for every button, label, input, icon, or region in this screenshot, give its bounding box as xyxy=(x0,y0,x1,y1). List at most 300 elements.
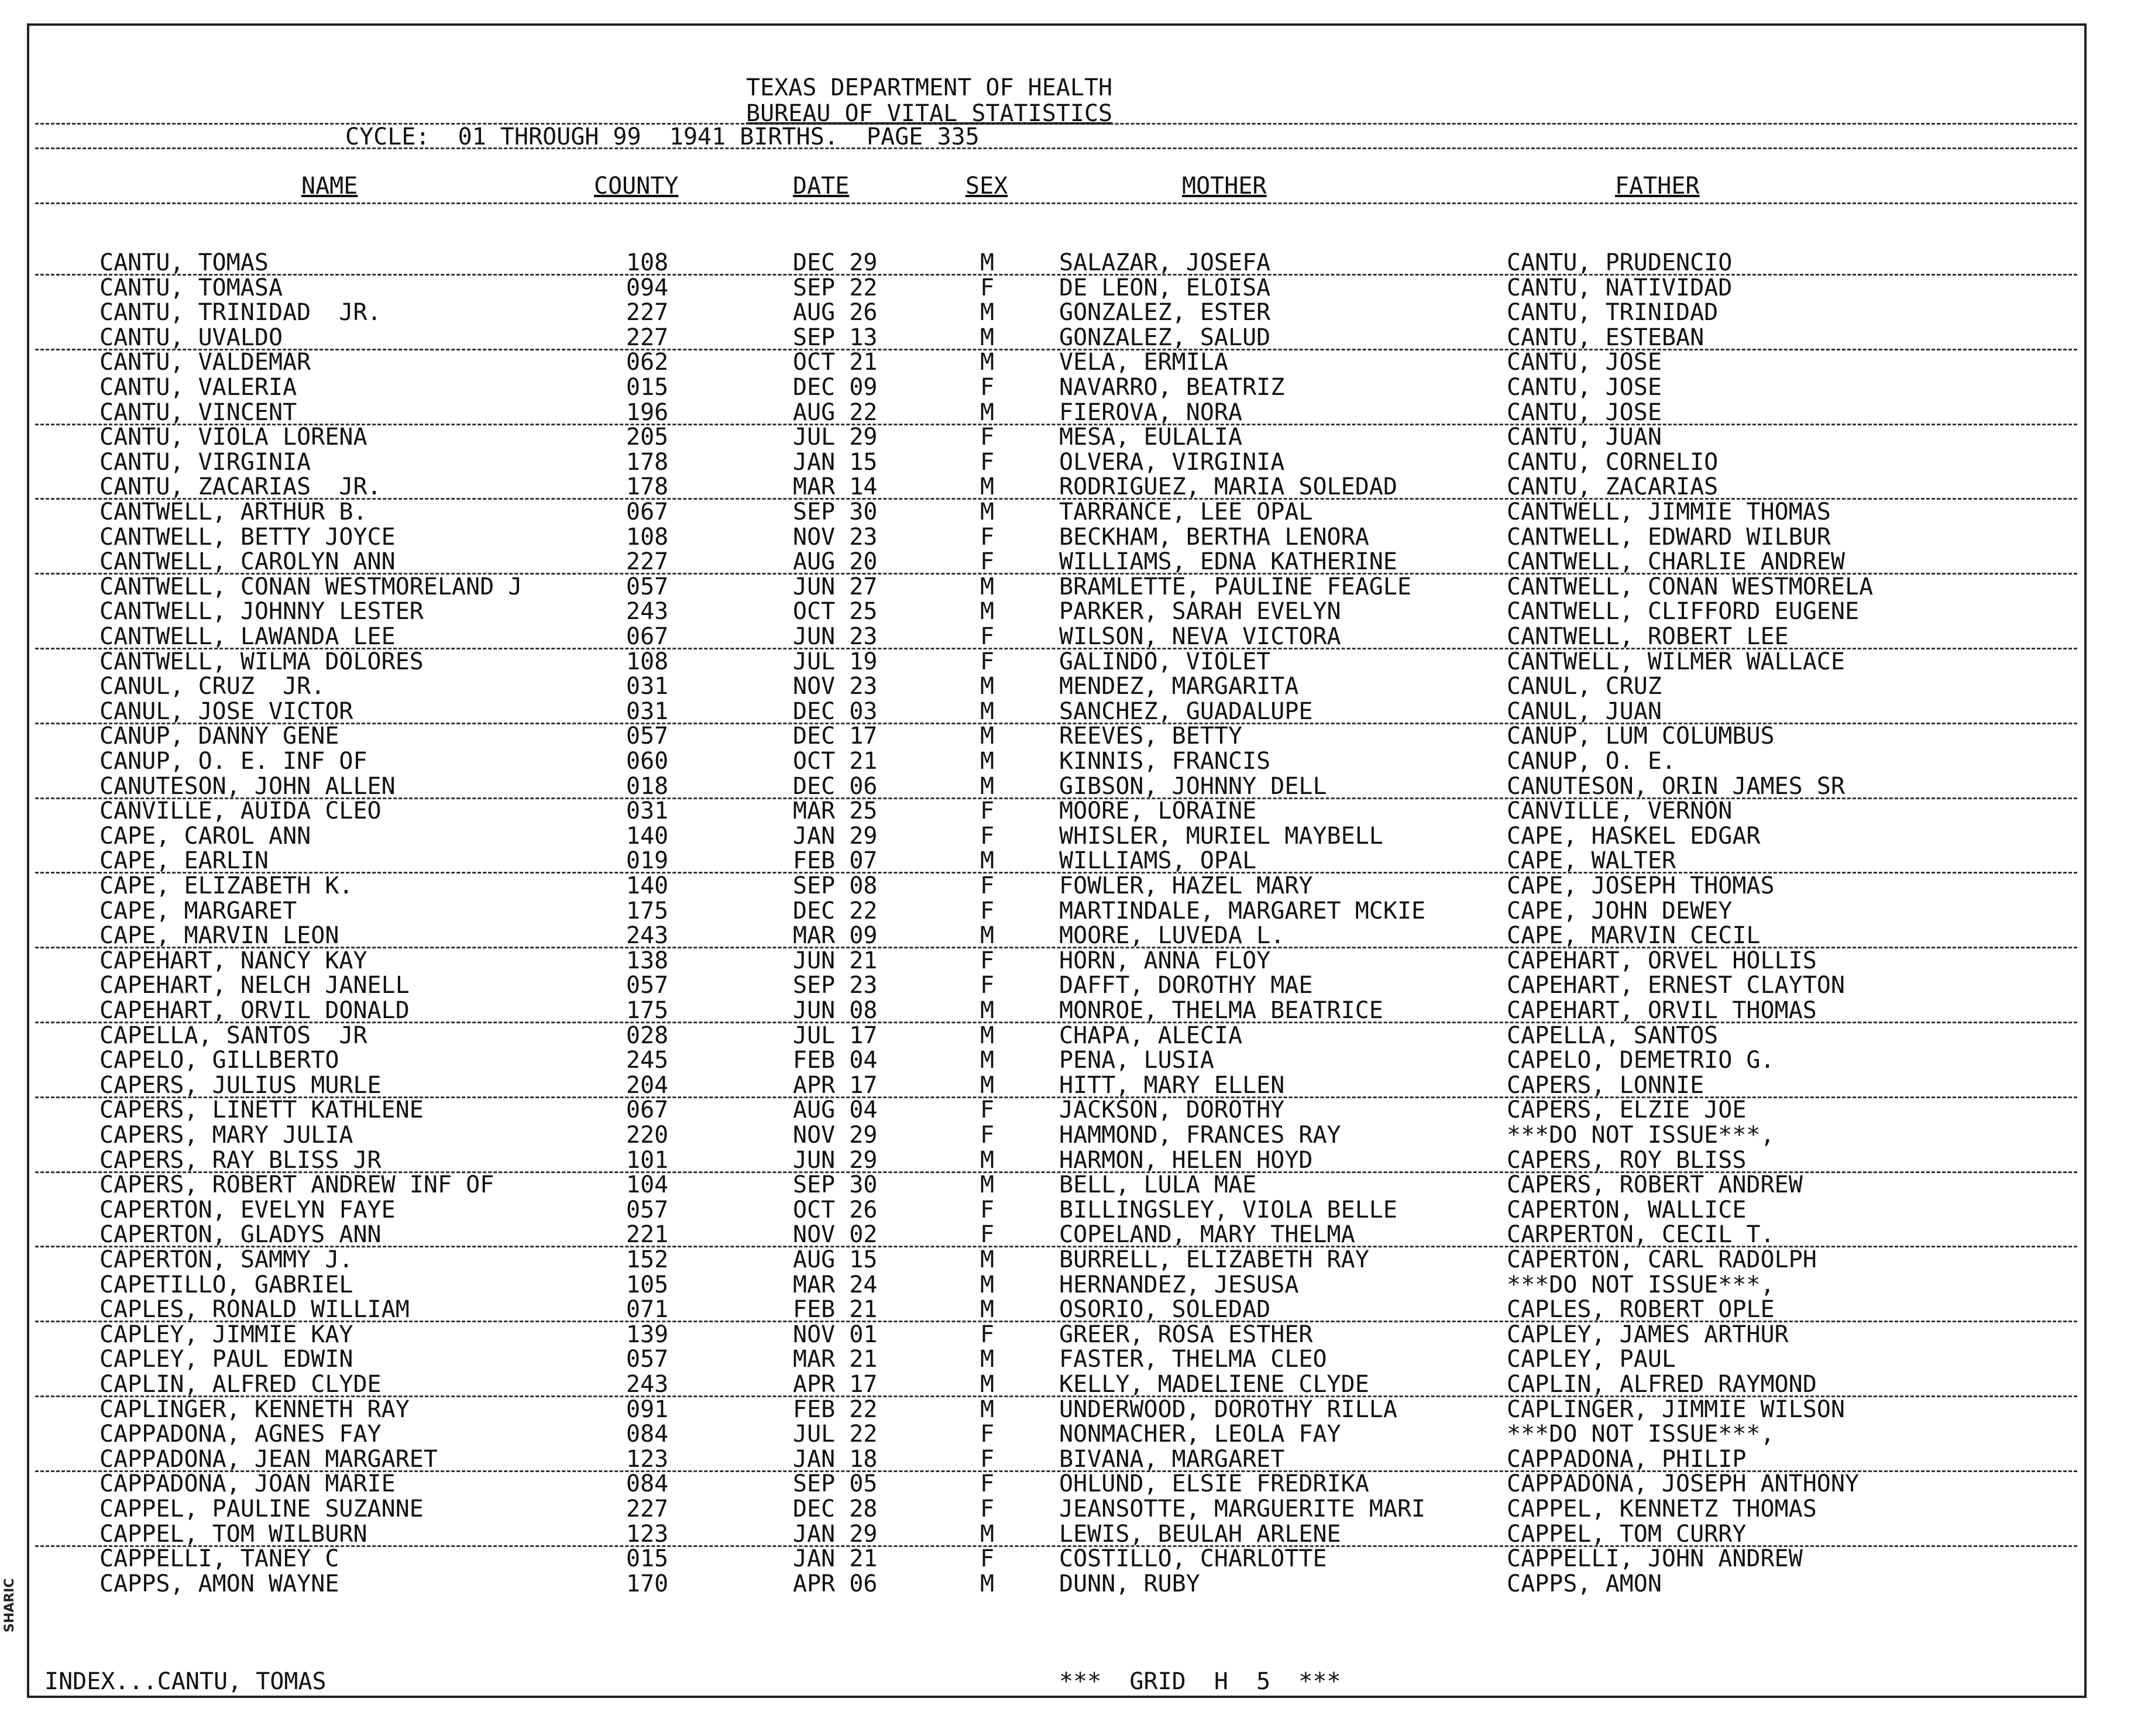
cell-date: APR 06 xyxy=(793,1570,878,1597)
divider xyxy=(35,202,2077,204)
table-row xyxy=(0,276,2083,300)
cell-father: CAPERTON, WALLICE xyxy=(1507,1196,1747,1223)
cell-father: CANTU, CORNELIO xyxy=(1507,448,1719,476)
cell-date: SEP 22 xyxy=(793,274,878,301)
table-row xyxy=(0,1198,2083,1222)
cell-father: CARPERTON, CECIL T. xyxy=(1507,1221,1775,1249)
cell-county: 104 xyxy=(626,1171,669,1199)
cell-mother: GALINDO, VIOLET xyxy=(1059,648,1271,675)
cell-county: 108 xyxy=(626,648,669,675)
table-row xyxy=(0,749,2083,774)
cell-mother: FIEROVA, NORA xyxy=(1059,398,1243,426)
cell-sex: M xyxy=(980,922,995,950)
cell-county: 057 xyxy=(626,723,669,750)
cell-father: CANTU, TRINIDAD xyxy=(1507,299,1719,326)
cell-county: 031 xyxy=(626,697,669,725)
cell-date: SEP 08 xyxy=(793,872,878,899)
cell-mother: BELL, LULA MAE xyxy=(1059,1171,1257,1199)
cell-sex: F xyxy=(980,872,995,899)
cell-name: CAPPEL, TOM WILBURN xyxy=(99,1520,367,1548)
table-row xyxy=(0,1372,2083,1397)
table-row xyxy=(0,799,2083,823)
cell-name: CANUL, CRUZ JR. xyxy=(99,673,325,700)
cell-father: ***DO NOT ISSUE***, xyxy=(1507,1271,1775,1298)
cell-sex: M xyxy=(980,847,995,875)
cell-name: CANTWELL, ARTHUR B. xyxy=(99,499,367,525)
cell-name: CAPEHART, NELCH JANELL xyxy=(99,972,410,999)
table-row xyxy=(0,1497,2083,1521)
cell-father: CANTU, JOSE xyxy=(1507,349,1662,376)
cell-county: 031 xyxy=(626,797,669,825)
cell-father: CAPE, JOHN DEWEY xyxy=(1507,897,1733,924)
cell-sex: M xyxy=(980,499,995,525)
cell-sex: M xyxy=(980,1071,995,1099)
cell-date: OCT 25 xyxy=(793,598,878,625)
cell-mother: HARMON, HELEN HOYD xyxy=(1059,1146,1313,1174)
cell-sex: M xyxy=(980,1246,995,1273)
table-row xyxy=(0,425,2083,449)
cell-sex: M xyxy=(980,473,995,501)
cell-mother: WILSON, NEVA VICTORA xyxy=(1059,623,1341,650)
cell-father: CANTWELL, ROBERT LEE xyxy=(1507,623,1789,650)
cell-father: CAPE, HASKEL EDGAR xyxy=(1507,822,1761,850)
cell-sex: M xyxy=(980,598,995,625)
table-row xyxy=(0,325,2083,350)
column-header-father: FATHER xyxy=(1615,173,1700,200)
cell-date: FEB 22 xyxy=(793,1395,878,1423)
cell-date: DEC 06 xyxy=(793,772,878,800)
cell-mother: NONMACHER, LEOLA FAY xyxy=(1059,1421,1341,1448)
cell-county: 067 xyxy=(626,1096,669,1124)
cell-date: JAN 18 xyxy=(793,1445,878,1473)
cell-date: MAR 09 xyxy=(793,922,878,950)
cell-name: CAPELLA, SANTOS JR xyxy=(99,1022,367,1049)
cell-date: NOV 01 xyxy=(793,1321,878,1348)
cell-sex: F xyxy=(980,1196,995,1223)
cell-mother: GONZALEZ, ESTER xyxy=(1059,299,1271,326)
cell-date: NOV 23 xyxy=(793,673,878,700)
table-row xyxy=(0,1297,2083,1322)
cell-name: CANTU, VALDEMAR xyxy=(99,349,311,376)
cell-sex: M xyxy=(980,1022,995,1049)
cell-county: 015 xyxy=(626,1545,669,1573)
cell-mother: SANCHEZ, GUADALUPE xyxy=(1059,697,1313,725)
header-title-1: TEXAS DEPARTMENT OF HEALTH xyxy=(746,74,1113,101)
cell-county: 084 xyxy=(626,1421,669,1448)
cell-name: CANUP, O. E. INF OF xyxy=(99,748,367,775)
table-row xyxy=(0,1247,2083,1272)
cell-mother: JEANSOTTE, MARGUERITE MARI xyxy=(1059,1496,1426,1522)
cell-father: CANTWELL, CHARLIE ANDREW xyxy=(1507,548,1845,576)
cell-father: CAPERS, ROY BLISS xyxy=(1507,1146,1747,1174)
column-header-mother: MOTHER xyxy=(1182,173,1267,200)
cell-father: CANTU, PRUDENCIO xyxy=(1507,249,1733,276)
cell-father: CAPPEL, KENNETZ THOMAS xyxy=(1507,1496,1817,1522)
cell-mother: MOORE, LUVEDA L. xyxy=(1059,922,1285,950)
cell-date: DEC 17 xyxy=(793,723,878,750)
cell-sex: M xyxy=(980,1371,995,1398)
cell-name: CAPERS, RAY BLISS JR xyxy=(99,1146,382,1174)
table-row xyxy=(0,1572,2083,1596)
cell-county: 018 xyxy=(626,772,669,800)
cell-mother: MESA, EULALIA xyxy=(1059,424,1243,451)
cell-name: CAPPADONA, JEAN MARGARET xyxy=(99,1445,438,1473)
cell-date: DEC 28 xyxy=(793,1496,878,1522)
cell-mother: TARRANCE, LEE OPAL xyxy=(1059,499,1313,525)
cell-sex: F xyxy=(980,1421,995,1448)
cell-mother: JACKSON, DOROTHY xyxy=(1059,1096,1285,1124)
cell-date: DEC 03 xyxy=(793,697,878,725)
cell-county: 196 xyxy=(626,398,669,426)
cell-sex: M xyxy=(980,1146,995,1174)
cell-county: 062 xyxy=(626,349,669,376)
cell-name: CAPERS, JULIUS MURLE xyxy=(99,1071,382,1099)
cell-mother: OSORIO, SOLEDAD xyxy=(1059,1296,1271,1324)
cell-mother: FASTER, THELMA CLEO xyxy=(1059,1346,1327,1373)
table-row xyxy=(0,475,2083,499)
divider xyxy=(35,123,2077,125)
cell-mother: GONZALEZ, SALUD xyxy=(1059,324,1271,351)
cell-mother: HERNANDEZ, JESUSA xyxy=(1059,1271,1299,1298)
cell-sex: M xyxy=(980,398,995,426)
cell-mother: GIBSON, JOHNNY DELL xyxy=(1059,772,1327,800)
cell-mother: WHISLER, MURIEL MAYBELL xyxy=(1059,822,1383,850)
cell-county: 140 xyxy=(626,872,669,899)
table-row xyxy=(0,1422,2083,1446)
cell-name: CAPERTON, SAMMY J. xyxy=(99,1246,353,1273)
cell-father: CAPELLA, SANTOS xyxy=(1507,1022,1719,1049)
table-row xyxy=(0,948,2083,973)
cell-county: 028 xyxy=(626,1022,669,1049)
cell-date: JUN 21 xyxy=(793,947,878,974)
cell-county: 057 xyxy=(626,573,669,600)
cell-county: 227 xyxy=(626,548,669,576)
cell-father: CAPERS, LONNIE xyxy=(1507,1071,1705,1099)
table-row xyxy=(0,724,2083,748)
column-header-sex: SEX xyxy=(965,173,1008,200)
cell-sex: M xyxy=(980,349,995,376)
cell-mother: HORN, ANNA FLOY xyxy=(1059,947,1271,974)
cell-father: CANTWELL, JIMMIE THOMAS xyxy=(1507,499,1831,525)
table-row xyxy=(0,649,2083,674)
cell-sex: M xyxy=(980,1296,995,1324)
cell-father: CANTU, ZACARIAS xyxy=(1507,473,1719,501)
cell-mother: COPELAND, MARY THELMA xyxy=(1059,1221,1355,1249)
cell-father: CAPPADONA, JOSEPH ANTHONY xyxy=(1507,1470,1860,1498)
cell-county: 084 xyxy=(626,1470,669,1498)
cell-date: DEC 22 xyxy=(793,897,878,924)
cell-father: CAPLINGER, JIMMIE WILSON xyxy=(1507,1395,1845,1423)
cell-date: FEB 04 xyxy=(793,1047,878,1074)
cell-date: MAR 21 xyxy=(793,1346,878,1373)
cell-name: CAPERS, MARY JULIA xyxy=(99,1122,353,1149)
cell-mother: KELLY, MADELIENE CLYDE xyxy=(1059,1371,1369,1398)
cell-father: CANTU, JOSE xyxy=(1507,374,1662,401)
cell-date: NOV 23 xyxy=(793,523,878,551)
cell-date: JUL 22 xyxy=(793,1421,878,1448)
cell-mother: BECKHAM, BERTHA LENORA xyxy=(1059,523,1369,551)
cell-name: CAPPADONA, JOAN MARIE xyxy=(99,1470,396,1498)
cell-father: CAPPADONA, PHILIP xyxy=(1507,1445,1747,1473)
cell-father: CANTU, JOSE xyxy=(1507,398,1662,426)
cell-name: CAPE, MARVIN LEON xyxy=(99,922,339,950)
cell-date: JUN 29 xyxy=(793,1146,878,1174)
cell-father: ***DO NOT ISSUE***, xyxy=(1507,1421,1775,1448)
cell-county: 152 xyxy=(626,1246,669,1273)
cell-sex: M xyxy=(980,324,995,351)
table-row xyxy=(0,1397,2083,1422)
cell-date: FEB 07 xyxy=(793,847,878,875)
cell-father: CAPLIN, ALFRED RAYMOND xyxy=(1507,1371,1817,1398)
cell-sex: M xyxy=(980,1570,995,1597)
cell-sex: M xyxy=(980,997,995,1024)
cell-sex: M xyxy=(980,673,995,700)
cell-sex: F xyxy=(980,548,995,576)
cell-date: JUN 23 xyxy=(793,623,878,650)
table-row xyxy=(0,674,2083,699)
cell-mother: VELA, ERMILA xyxy=(1059,349,1228,376)
cell-mother: PENA, LUSIA xyxy=(1059,1047,1214,1074)
side-mark: SHARIC xyxy=(2,1578,17,1632)
cell-father: CANTU, NATIVIDAD xyxy=(1507,274,1733,301)
table-row xyxy=(0,973,2083,998)
cell-father: CANTWELL, CONAN WESTMORELA xyxy=(1507,573,1874,600)
cell-father: CANUTESON, ORIN JAMES SR xyxy=(1507,772,1845,800)
cell-mother: COSTILLO, CHARLOTTE xyxy=(1059,1545,1327,1573)
table-row xyxy=(0,624,2083,649)
cell-mother: MARTINDALE, MARGARET MCKIE xyxy=(1059,897,1426,924)
cell-county: 031 xyxy=(626,673,669,700)
cell-father: ***DO NOT ISSUE***, xyxy=(1507,1122,1775,1149)
cell-sex: F xyxy=(980,1122,995,1149)
cell-mother: RODRIGUEZ, MARIA SOLEDAD xyxy=(1059,473,1397,501)
table-row xyxy=(0,1273,2083,1297)
cell-father: CAPLEY, PAUL xyxy=(1507,1346,1676,1373)
table-row xyxy=(0,1073,2083,1098)
cell-name: CAPERTON, EVELYN FAYE xyxy=(99,1196,396,1223)
cell-sex: M xyxy=(980,697,995,725)
cell-sex: M xyxy=(980,573,995,600)
cell-date: JAN 21 xyxy=(793,1545,878,1573)
cell-county: 178 xyxy=(626,473,669,501)
cell-name: CANTU, VIRGINIA xyxy=(99,448,311,476)
cell-county: 015 xyxy=(626,374,669,401)
cell-mother: MONROE, THELMA BEATRICE xyxy=(1059,997,1383,1024)
cell-father: CAPEHART, ORVEL HOLLIS xyxy=(1507,947,1817,974)
cell-county: 138 xyxy=(626,947,669,974)
cell-county: 091 xyxy=(626,1395,669,1423)
cell-mother: SALAZAR, JOSEFA xyxy=(1059,249,1271,276)
cell-father: CANTWELL, CLIFFORD EUGENE xyxy=(1507,598,1860,625)
cell-county: 108 xyxy=(626,523,669,551)
cell-name: CAPE, ELIZABETH K. xyxy=(99,872,353,899)
cell-sex: F xyxy=(980,424,995,451)
cell-mother: LEWIS, BEULAH ARLENE xyxy=(1059,1520,1341,1548)
cell-county: 071 xyxy=(626,1296,669,1324)
cell-father: CANUP, LUM COLUMBUS xyxy=(1507,723,1775,750)
cell-mother: OHLUND, ELSIE FREDRIKA xyxy=(1059,1470,1369,1498)
table-row xyxy=(0,1472,2083,1496)
cell-county: 123 xyxy=(626,1520,669,1548)
cell-father: CAPEHART, ERNEST CLAYTON xyxy=(1507,972,1845,999)
cell-mother: GREER, ROSA ESTHER xyxy=(1059,1321,1313,1348)
cell-county: 220 xyxy=(626,1122,669,1149)
cell-date: AUG 04 xyxy=(793,1096,878,1124)
cell-name: CANUL, JOSE VICTOR xyxy=(99,697,353,725)
cell-sex: F xyxy=(980,797,995,825)
cell-mother: FOWLER, HAZEL MARY xyxy=(1059,872,1313,899)
table-row xyxy=(0,300,2083,325)
cell-mother: BIVANA, MARGARET xyxy=(1059,1445,1285,1473)
cell-name: CANTWELL, BETTY JOYCE xyxy=(99,523,396,551)
cell-father: CANVILLE, VERNON xyxy=(1507,797,1733,825)
cell-date: OCT 26 xyxy=(793,1196,878,1223)
cell-county: 227 xyxy=(626,324,669,351)
cell-name: CAPETILLO, GABRIEL xyxy=(99,1271,353,1298)
cell-father: CAPLES, ROBERT OPLE xyxy=(1507,1296,1775,1324)
table-row xyxy=(0,848,2083,873)
cell-sex: M xyxy=(980,1346,995,1373)
cell-date: OCT 21 xyxy=(793,748,878,775)
cell-name: CAPEHART, ORVIL DONALD xyxy=(99,997,410,1024)
cell-county: 057 xyxy=(626,1346,669,1373)
cell-father: CANUP, O. E. xyxy=(1507,748,1676,775)
cell-county: 060 xyxy=(626,748,669,775)
cell-name: CANTU, TOMASA xyxy=(99,274,283,301)
cell-sex: F xyxy=(980,1321,995,1348)
cell-sex: F xyxy=(980,1496,995,1522)
cell-county: 245 xyxy=(626,1047,669,1074)
cell-sex: F xyxy=(980,1470,995,1498)
cell-mother: NAVARRO, BEATRIZ xyxy=(1059,374,1285,401)
table-row xyxy=(0,1522,2083,1546)
cell-name: CAPPS, AMON WAYNE xyxy=(99,1570,339,1597)
table-row xyxy=(0,500,2083,524)
cell-father: CAPPS, AMON xyxy=(1507,1570,1662,1597)
cell-name: CAPLES, RONALD WILLIAM xyxy=(99,1296,410,1324)
table-row xyxy=(0,1048,2083,1072)
cell-name: CAPPADONA, AGNES FAY xyxy=(99,1421,382,1448)
cell-date: NOV 29 xyxy=(793,1122,878,1149)
table-row xyxy=(0,998,2083,1023)
cell-date: FEB 21 xyxy=(793,1296,878,1324)
cell-name: CANTU, TRINIDAD JR. xyxy=(99,299,382,326)
cell-name: CAPERS, LINETT KATHLENE xyxy=(99,1096,424,1124)
footer-grid: *** GRID H 5 *** xyxy=(1059,1668,1341,1695)
cell-county: 101 xyxy=(626,1146,669,1174)
table-row xyxy=(0,1222,2083,1247)
cell-name: CAPLEY, JIMMIE KAY xyxy=(99,1321,353,1348)
cell-father: CANUL, CRUZ xyxy=(1507,673,1662,700)
cell-date: DEC 09 xyxy=(793,374,878,401)
cell-mother: DUNN, RUBY xyxy=(1059,1570,1200,1597)
cell-name: CANTWELL, CONAN WESTMORELAND J xyxy=(99,573,523,600)
table-row xyxy=(0,549,2083,574)
cell-date: AUG 22 xyxy=(793,398,878,426)
divider xyxy=(35,147,2077,149)
table-row xyxy=(0,923,2083,948)
cell-sex: F xyxy=(980,947,995,974)
cell-father: CAPPEL, TOM CURRY xyxy=(1507,1520,1747,1548)
cell-sex: F xyxy=(980,448,995,476)
cell-mother: KINNIS, FRANCIS xyxy=(1059,748,1271,775)
cell-mother: BURRELL, ELIZABETH RAY xyxy=(1059,1246,1369,1273)
cell-sex: M xyxy=(980,1271,995,1298)
cell-county: 108 xyxy=(626,249,669,276)
cell-sex: F xyxy=(980,523,995,551)
cell-mother: CHAPA, ALECIA xyxy=(1059,1022,1243,1049)
cell-sex: F xyxy=(980,623,995,650)
cell-sex: M xyxy=(980,1395,995,1423)
cell-father: CAPERTON, CARL RADOLPH xyxy=(1507,1246,1817,1273)
cell-mother: HITT, MARY ELLEN xyxy=(1059,1071,1285,1099)
cell-county: 204 xyxy=(626,1071,669,1099)
table-row xyxy=(0,1148,2083,1173)
cell-county: 221 xyxy=(626,1221,669,1249)
cell-father: CAPEHART, ORVIL THOMAS xyxy=(1507,997,1817,1024)
table-row xyxy=(0,400,2083,425)
cell-name: CANVILLE, AUIDA CLEO xyxy=(99,797,382,825)
table-row xyxy=(0,350,2083,374)
cell-name: CANTU, TOMAS xyxy=(99,249,269,276)
cell-county: 227 xyxy=(626,299,669,326)
cell-county: 227 xyxy=(626,1496,669,1522)
cell-father: CAPELO, DEMETRIO G. xyxy=(1507,1047,1775,1074)
cell-name: CAPELO, GILLBERTO xyxy=(99,1047,339,1074)
cell-name: CANTU, UVALDO xyxy=(99,324,283,351)
cell-sex: F xyxy=(980,648,995,675)
cell-father: CAPPELLI, JOHN ANDREW xyxy=(1507,1545,1803,1573)
cell-father: CANTWELL, EDWARD WILBUR xyxy=(1507,523,1831,551)
cell-county: 067 xyxy=(626,623,669,650)
column-header-date: DATE xyxy=(793,173,850,200)
cell-name: CAPEHART, NANCY KAY xyxy=(99,947,367,974)
cell-sex: F xyxy=(980,1445,995,1473)
cell-name: CAPERS, ROBERT ANDREW INF OF xyxy=(99,1171,494,1199)
cell-mother: MENDEZ, MARGARITA xyxy=(1059,673,1299,700)
column-header-county: COUNTY xyxy=(594,173,679,200)
cell-date: AUG 15 xyxy=(793,1246,878,1273)
cell-sex: M xyxy=(980,1520,995,1548)
cell-date: JUL 29 xyxy=(793,424,878,451)
cell-date: SEP 13 xyxy=(793,324,878,351)
cell-county: 105 xyxy=(626,1271,669,1298)
table-row xyxy=(0,450,2083,475)
cell-name: CAPE, MARGARET xyxy=(99,897,297,924)
cell-name: CAPERTON, GLADYS ANN xyxy=(99,1221,382,1249)
cell-sex: F xyxy=(980,897,995,924)
cell-name: CAPLEY, PAUL EDWIN xyxy=(99,1346,353,1373)
cell-date: MAR 14 xyxy=(793,473,878,501)
cell-county: 139 xyxy=(626,1321,669,1348)
cell-date: SEP 05 xyxy=(793,1470,878,1498)
cell-date: JUL 17 xyxy=(793,1022,878,1049)
cell-county: 019 xyxy=(626,847,669,875)
cell-date: MAR 24 xyxy=(793,1271,878,1298)
cell-date: OCT 21 xyxy=(793,349,878,376)
cell-sex: F xyxy=(980,822,995,850)
cell-name: CANTU, VIOLA LORENA xyxy=(99,424,367,451)
cell-mother: WILLIAMS, EDNA KATHERINE xyxy=(1059,548,1397,576)
cell-mother: UNDERWOOD, DOROTHY RILLA xyxy=(1059,1395,1397,1423)
cell-sex: M xyxy=(980,723,995,750)
cell-father: CANUL, JUAN xyxy=(1507,697,1662,725)
cell-date: APR 17 xyxy=(793,1071,878,1099)
table-row xyxy=(0,525,2083,549)
cell-father: CANTWELL, WILMER WALLACE xyxy=(1507,648,1845,675)
table-row xyxy=(0,250,2083,275)
cell-sex: F xyxy=(980,1545,995,1573)
